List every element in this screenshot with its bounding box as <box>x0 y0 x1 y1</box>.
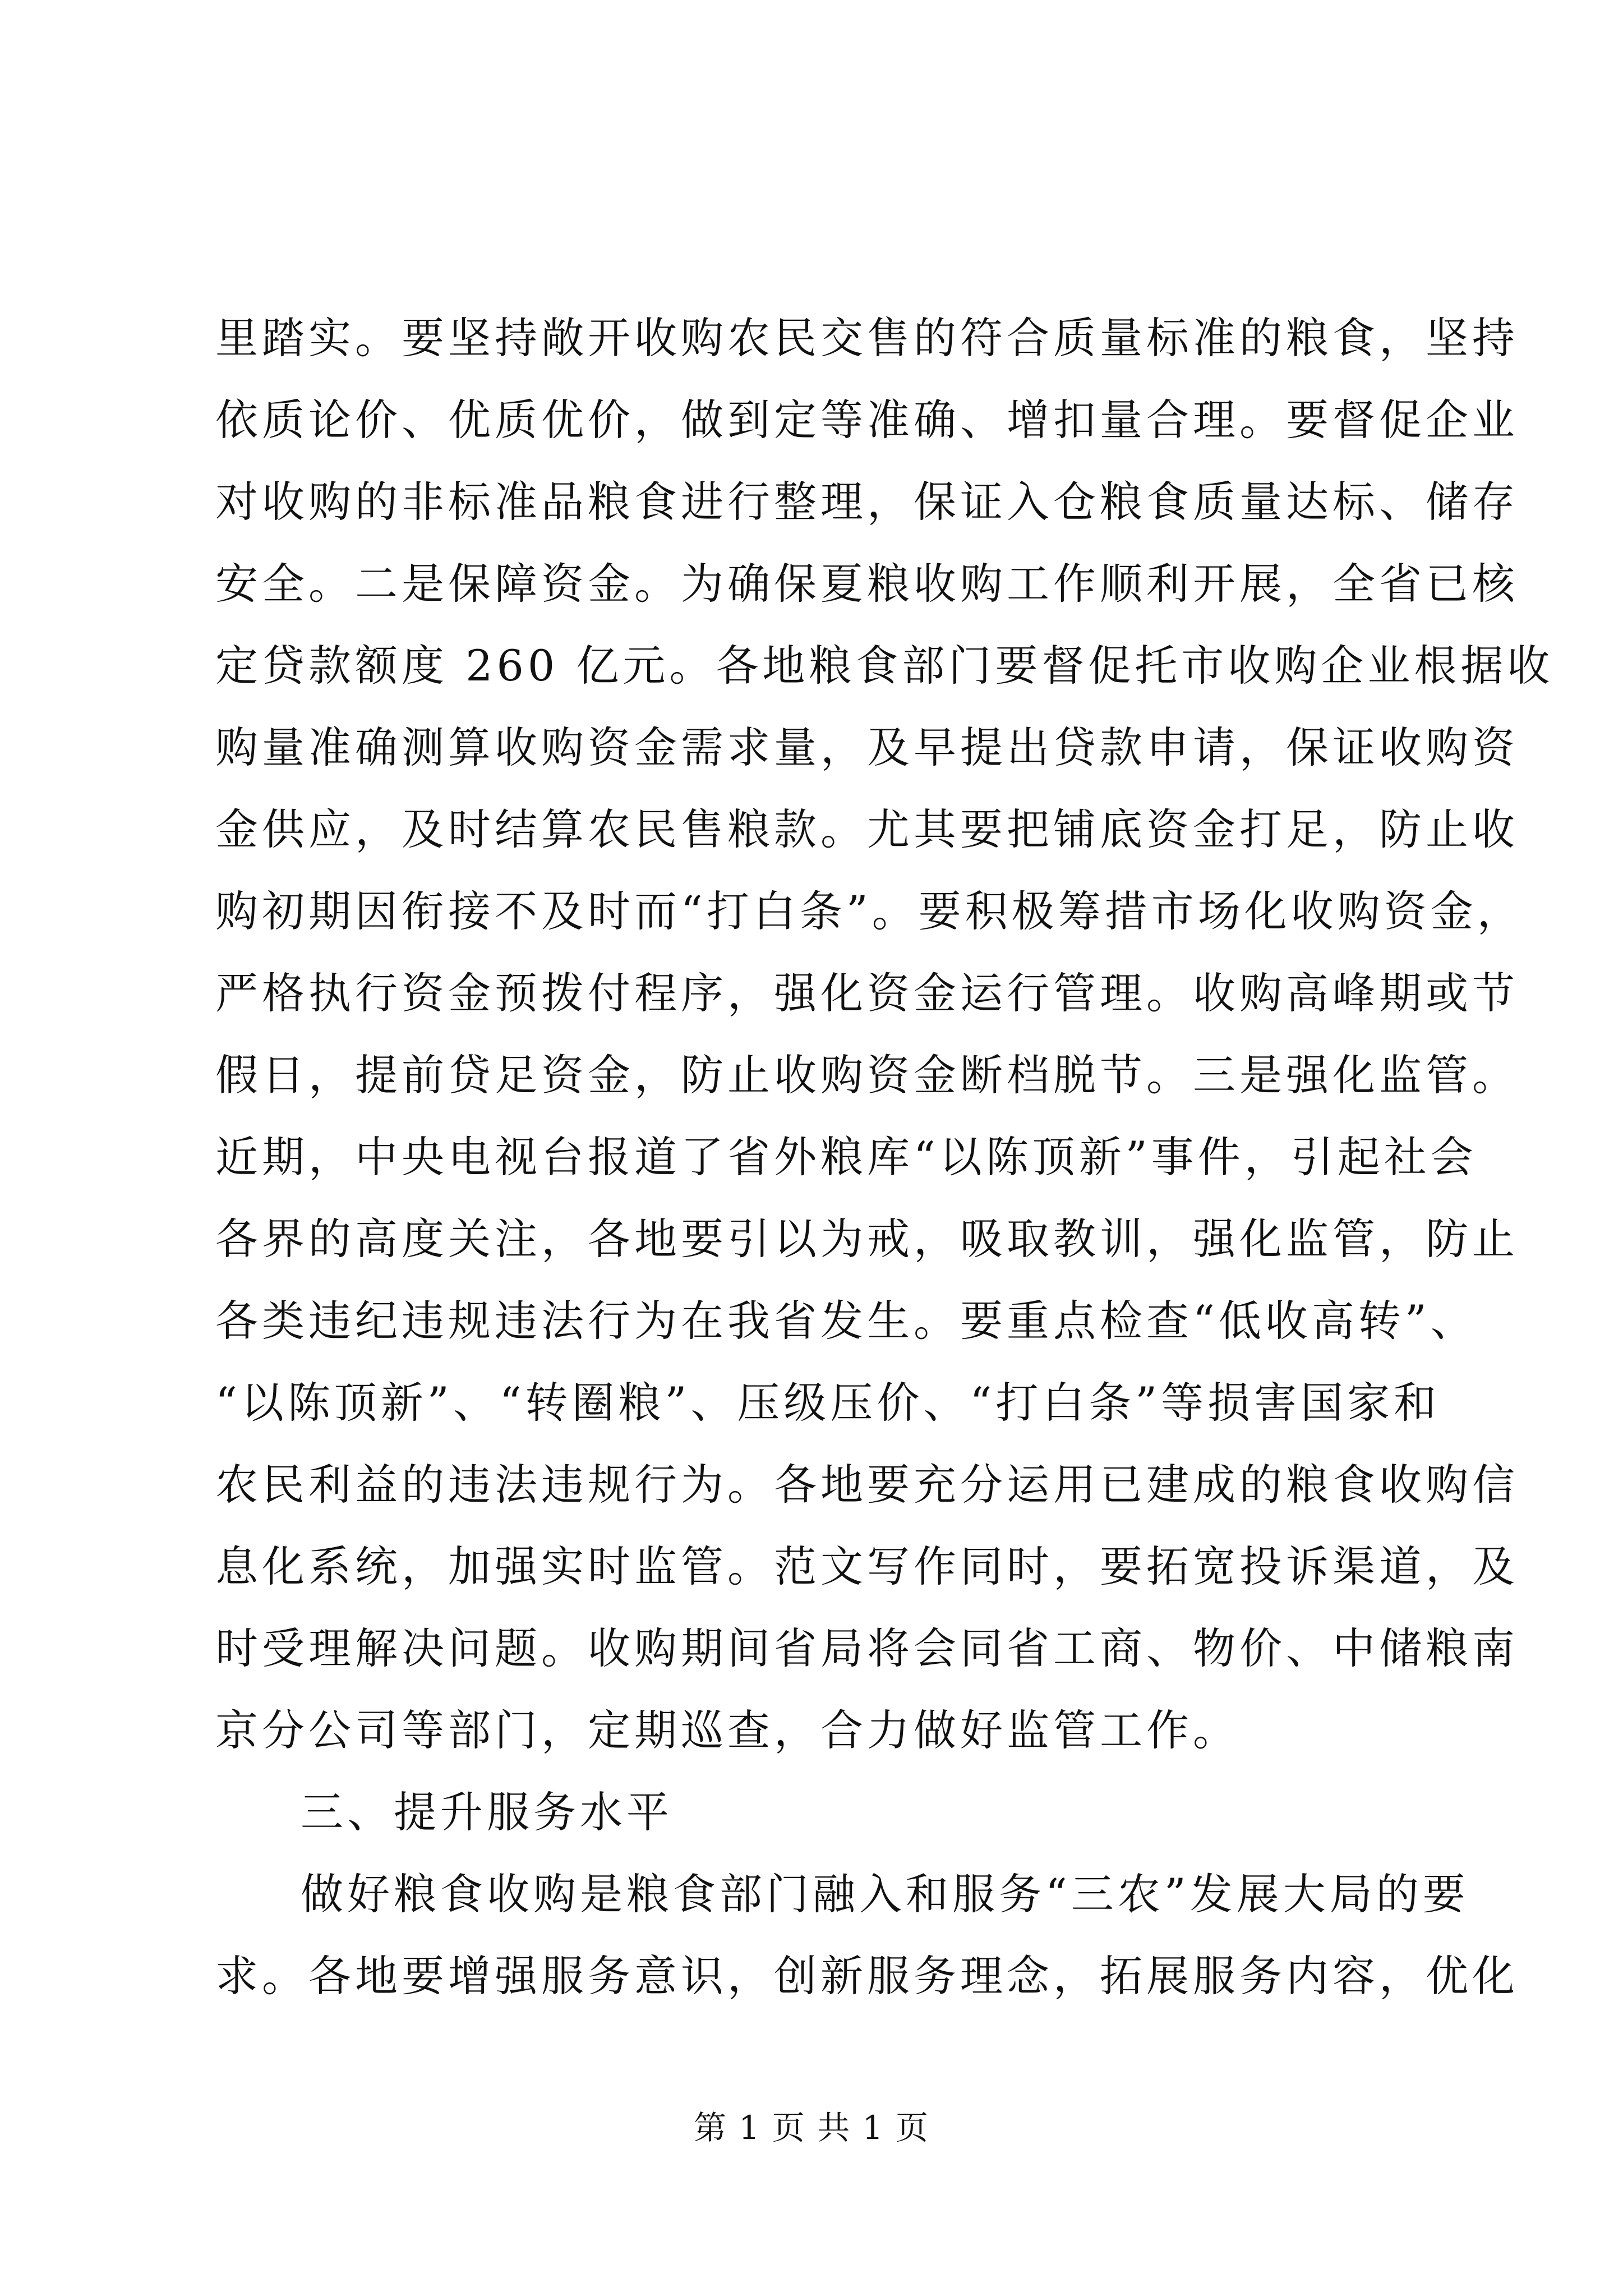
section-heading: 三、提升服务水平 <box>301 1787 673 1837</box>
page-number-footer: 第 1 页 共 1 页 <box>694 2109 929 2147</box>
body-line: 农民利益的违法违规行为。各地要充分运用已建成的粮食收购信 <box>215 1460 1519 1510</box>
body-line: 时受理解决问题。收购期间省局将会同省工商、物价、中储粮南 <box>215 1623 1519 1673</box>
body-line: 安全。二是保障资金。为确保夏粮收购工作顺利开展，全省已核 <box>215 559 1519 609</box>
body-line: 定贷款额度 260 亿元。各地粮食部门要督促托市收购企业根据收 <box>215 641 1554 691</box>
body-line: 购量准确测算收购资金需求量，及早提出贷款申请，保证收购资 <box>215 723 1519 772</box>
document-body <box>215 297 1554 2017</box>
body-line: 金供应，及时结算农民售粮款。尤其要把铺底资金打足，防止收 <box>215 804 1519 854</box>
body-line: 息化系统，加强实时监管。范文写作同时，要拓宽投诉渠道，及 <box>215 1542 1519 1591</box>
body-line: 依质论价、优质优价，做到定等准确、增扣量合理。要督促企业 <box>215 395 1519 445</box>
body-line: 京分公司等部门，定期巡查，合力做好监管工作。 <box>215 1705 1239 1755</box>
body-line: 近期，中央电视台报道了省外粮库“以陈顶新”事件，引起社会 <box>215 1132 1477 1182</box>
body-line: 做好粮食收购是粮食部门融入和服务“三农”发展大局的要 <box>301 1869 1469 1919</box>
body-line: 各类违纪违规违法行为在我省发生。要重点检查“低收高转”、 <box>215 1296 1477 1346</box>
body-line: 各界的高度关注，各地要引以为戒，吸取教训，强化监管，防止 <box>215 1214 1519 1264</box>
body-line: 假日，提前贷足资金，防止收购资金断档脱节。三是强化监管。 <box>215 1050 1519 1100</box>
body-line: 求。各地要增强服务意识，创新服务理念，拓展服务内容，优化 <box>215 1951 1519 2001</box>
body-line: 购初期因衔接不及时而“打白条”。要积极筹措市场化收购资金， <box>215 886 1524 936</box>
body-line: 对收购的非标准品粮食进行整理，保证入仓粮食质量达标、储存 <box>215 477 1519 527</box>
body-line: 里踏实。要坚持敞开收购农民交售的符合质量标准的粮食，坚持 <box>215 313 1519 363</box>
body-line: 严格执行资金预拨付程序，强化资金运行管理。收购高峰期或节 <box>215 968 1519 1018</box>
body-line: “以陈顶新”、“转圈粮”、压级压价、“打白条”等损害国家和 <box>215 1378 1441 1428</box>
